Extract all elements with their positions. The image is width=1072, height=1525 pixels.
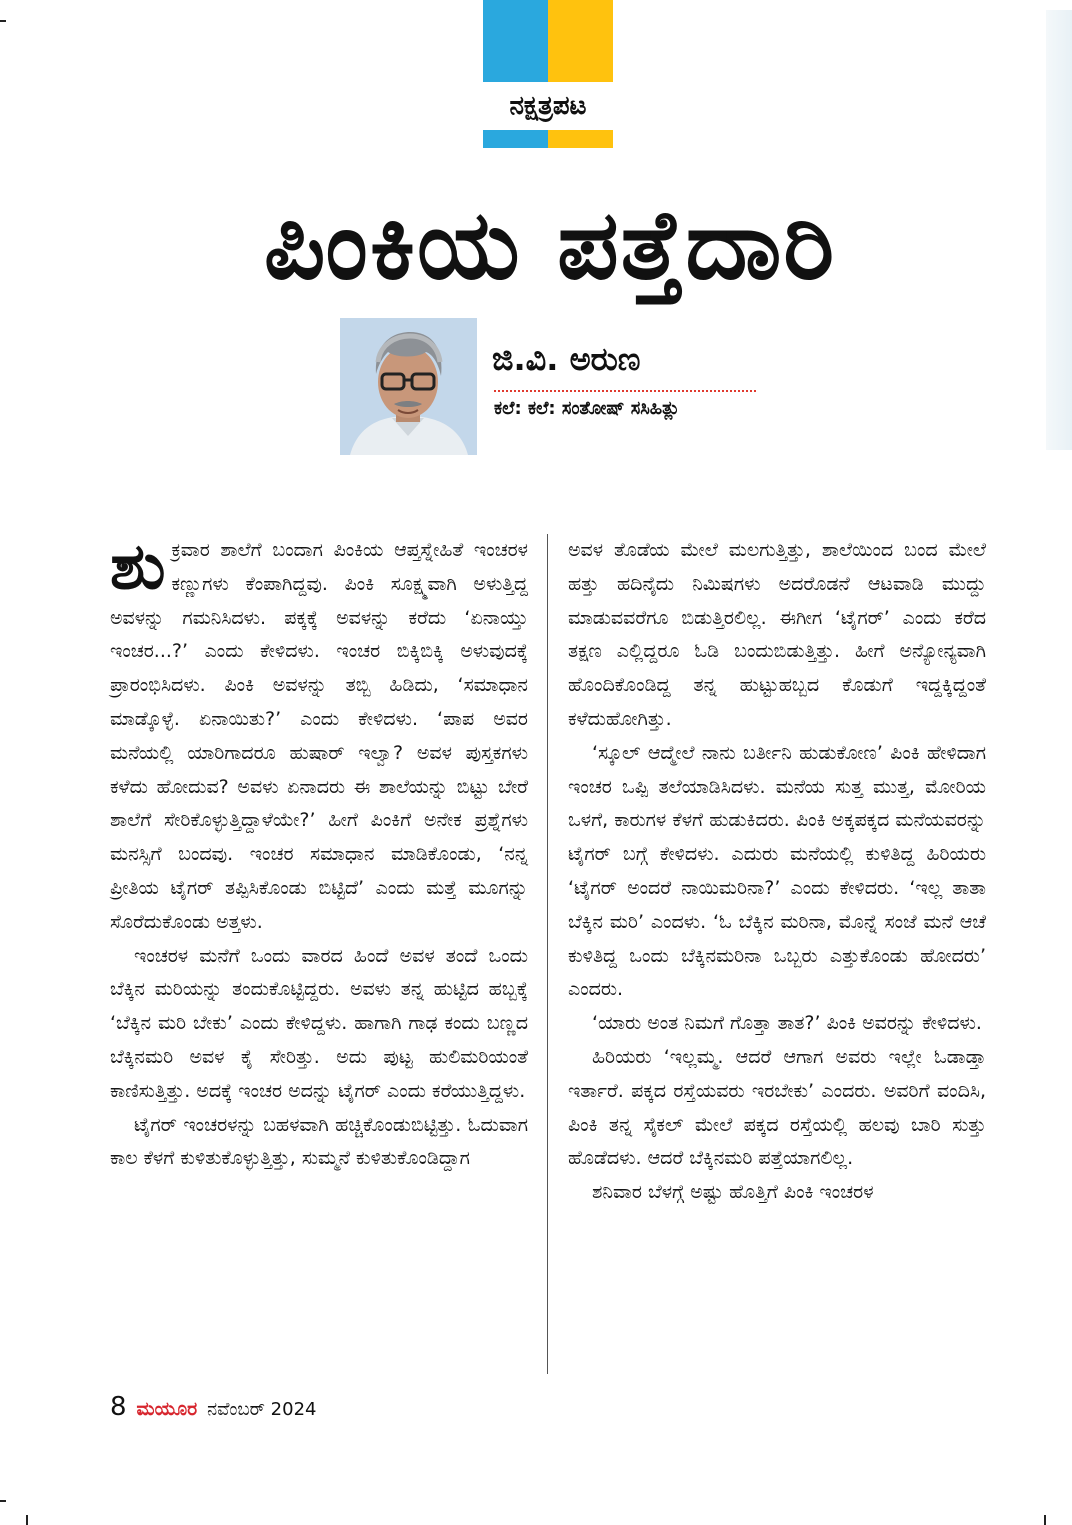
section-tag-label: ನಕ್ಷತ್ರಪಟ [509, 90, 587, 121]
author-portrait-icon [340, 318, 477, 455]
article-paragraph: ಅವಳ ತೊಡೆಯ ಮೇಲೆ ಮಲಗುತ್ತಿತ್ತು, ಶಾಲೆಯಿಂದ ಬಂದ ಮೇಲೆ ಹತ್ತು ಹದಿನೈದು ನಿಮಿಷಗಳು ಅದರೊಡನೆ ಆಟವಾಡಿ ಮುದ್ದು ಮಾಡುವವರೆಗೂ ಬಿಡುತ್ತಿರಲಿಲ್ಲ. ಈಗೀಗ ‘ಟೈಗರ್’ ಎಂದು ಕರೆದ ತಕ್ಷಣ ಎಲ್ಲಿದ್ದರೂ ಓಡಿ ಬಂದುಬಿಡುತ್ತಿತ್ತು. ಹೀಗೆ ಅನ್ಯೋನ್ಯವಾಗಿ ಹೊಂದಿಕೊಂಡಿದ್ದ ತನ್ನ ಹುಟ್ಟುಹಬ್ಬದ ಕೊಡುಗೆ ಇದ್ದಕ್ಕಿದ್ದಂತೆ ಕಳೆದುಹೋಗಿತ್ತು. [568, 539, 986, 730]
drop-cap: ಶು [110, 530, 166, 604]
crop-mark-bottom-left-v [26, 1515, 28, 1525]
page-number: 8 [110, 1392, 127, 1422]
crop-mark-bottom-right-v [1044, 1515, 1046, 1525]
article-column-right [568, 534, 986, 1210]
paragraph-text: ಕ್ರವಾರ ಶಾಲೆಗೆ ಬಂದಾಗ ಪಿಂಕಿಯ ಆಪ್ತಸ್ನೇಹಿತೆ ಇಂಚರಳ ಕಣ್ಣುಗಳು ಕೆಂಪಾಗಿದ್ದವು. ಪಿಂಕಿ ಸೂಕ್ಷ್ಮವಾಗಿ ಅಳುತ್ತಿದ್ದ ಅವಳನ್ನು ಗಮನಿಸಿದಳು. ಪಕ್ಕಕ್ಕೆ ಅವಳನ್ನು ಕರೆದು ‘ಏನಾಯ್ತು ಇಂಚರ...?’ ಎಂದು ಕೇಳಿದಳು. ಇಂಚರ ಬಿಕ್ಕಿಬಿಕ್ಕಿ ಅಳುವುದಕ್ಕೆ ಪ್ರಾರಂಭಿಸಿದಳು. ಪಿಂಕಿ ಅವಳನ್ನು ತಬ್ಬಿ ಹಿಡಿದು, ‘ಸಮಾಧಾನ ಮಾಡ್ಕೊಳ್ಳೆ. ಏನಾಯಿತು?’ ಎಂದು ಕೇಳಿದಳು. ‘ಪಾಪ ಅವರ ಮನೆಯಲ್ಲಿ ಯಾರಿಗಾದರೂ ಹುಷಾರ್ ಇಲ್ವಾ? ಅವಳ ಪುಸ್ತಕಗಳು ಕಳೆದು ಹೋದುವ? ಅವಳು ಏನಾದರು ಈ ಶಾಲೆಯನ್ನು ಬಿಟ್ಟು ಬೇರೆ ಶಾಲೆಗೆ ಸೇರಿಕೊಳ್ಳುತ್ತಿದ್ದಾಳೆಯೇ?’ ಹೀಗೆ ಪಿಂಕಿಗೆ ಅನೇಕ ಪ್ರಶ್ನೆಗಳು ಮನಸ್ಸಿಗೆ ಬಂದವು. ಇಂಚರ ಸಮಾಧಾನ ಮಾಡಿಕೊಂಡು, ‘ನನ್ನ ಪ್ರೀತಿಯ ಟೈಗರ್ ತಪ್ಪಿಸಿಕೊಂಡು ಬಿಟ್ಟಿದೆ’ ಎಂದು ಮತ್ತೆ ಮೂಗನ್ನು ಸೊರೆದುಕೊಂಡು ಅತ್ತಳು. [110, 539, 528, 933]
author-photo [340, 318, 477, 455]
tag-color-band [483, 130, 613, 148]
magazine-logo: ಮಯೂರ [136, 1398, 198, 1420]
author-divider [494, 390, 756, 392]
author-name: ಜಿ.ವಿ. ಅರುಣ [492, 340, 641, 378]
article-paragraph: ಹಿರಿಯರು ‘ಇಲ್ಲಮ್ಮ. ಆದರೆ ಆಗಾಗ ಅವರು ಇಲ್ಲೇ ಓಡಾಡ್ತಾ ಇರ್ತಾರೆ. ಪಕ್ಕದ ರಸ್ತೆಯವರು ಇರಬೇಕು’ ಎಂದರು. ಅವರಿಗೆ ವಂದಿಸಿ, ಪಿಂಕಿ ತನ್ನ ಸೈಕಲ್ ಮೇಲೆ ಪಕ್ಕದ ರಸ್ತೆಯಲ್ಲಿ ಹಲವು ಬಾರಿ ಸುತ್ತು ಹೊಡೆದಳು. ಆದರೆ ಬೆಕ್ಕಿನಮರಿ ಪತ್ತೆಯಾಗಲಿಲ್ಲ. [568, 1045, 986, 1170]
article-paragraph: ‘ಯಾರು ಅಂತ ನಿಮಗೆ ಗೊತ್ತಾ ತಾತ?’ ಪಿಂಕಿ ಅವರನ್ನು ಕೇಳಿದಳು. [592, 1012, 982, 1035]
crop-mark-top-left [0, 20, 6, 22]
article-column-left [110, 530, 528, 1176]
crop-mark-bottom-left [0, 1500, 6, 1502]
article-title: ಪಿಂಕಿಯ ಪತ್ತೆದಾರಿ [263, 189, 837, 301]
tag-yellow-block [548, 0, 613, 82]
article-paragraph: ‘ಸ್ಕೂಲ್ ಆದ್ಮೇಲೆ ನಾನು ಬರ್ತೀನಿ ಹುಡುಕೋಣ’ ಪಿಂಕಿ ಹೇಳಿದಾಗ ಇಂಚರ ಒಪ್ಪಿ ತಲೆಯಾಡಿಸಿದಳು. ಮನೆಯ ಸುತ್ತ ಮುತ್ತ, ಮೋರಿಯ ಒಳಗೆ, ಕಾರುಗಳ ಕೆಳಗೆ ಹುಡುಕಿದರು. ಪಿಂಕಿ ಅಕ್ಕಪಕ್ಕದ ಮನೆಯವರನ್ನು ಟೈಗರ್ ಬಗ್ಗೆ ಕೇಳಿದಳು. ಎದುರು ಮನೆಯಲ್ಲಿ ಕುಳಿತಿದ್ದ ಹಿರಿಯರು ‘ಟೈಗರ್ ಅಂದರೆ ನಾಯಿಮರಿನಾ?’ ಎಂದು ಕೇಳಿದರು. ‘ಇಲ್ಲ ತಾತಾ ಬೆಕ್ಕಿನ ಮರಿ’ ಎಂದಳು. ‘ಓ ಬೆಕ್ಕಿನ ಮರಿನಾ, ಮೊನ್ನೆ ಸಂಜೆ ಮನೆ ಆಚೆ ಕುಳಿತಿದ್ದ ಒಂದು ಬೆಕ್ಕಿನಮರಿನಾ ಒಬ್ಬರು ಎತ್ತುಕೊಂಡು ಹೋದರು’ ಎಂದರು. [568, 741, 986, 1001]
section-tag [483, 0, 613, 148]
article-paragraph [110, 530, 528, 940]
column-divider [547, 534, 548, 1374]
article-paragraph: ಶನಿವಾರ ಬೆಳಗ್ಗೆ ಅಷ್ಟು ಹೊತ್ತಿಗೆ ಪಿಂಕಿ ಇಂಚರಳ [592, 1181, 874, 1204]
tag-blue-block [483, 0, 548, 82]
page-footer [110, 1392, 316, 1428]
art-credit: ಕಲೆ: ಕಲೆ: ಸಂತೋಷ್ ಸಸಿಹಿತ್ಲು [494, 398, 680, 419]
article-paragraph: ಟೈಗರ್ ಇಂಚರಳನ್ನು ಬಹಳವಾಗಿ ಹಚ್ಚಿಕೊಂಡುಬಿಟ್ಟಿತ್ತು. ಓದುವಾಗ ಕಾಲ ಕೆಳಗೆ ಕುಳಿತುಕೊಳ್ಳುತ್ತಿತ್ತು, ಸುಮ್ಮನೆ ಕುಳಿತುಕೊಂಡಿದ್ದಾಗ [110, 1113, 528, 1170]
issue-date: ನವೆಂಬರ್ 2024 [207, 1399, 317, 1420]
article-paragraph: ಇಂಚರಳ ಮನೆಗೆ ಒಂದು ವಾರದ ಹಿಂದೆ ಅವಳ ತಂದೆ ಒಂದು ಬೆಕ್ಕಿನ ಮರಿಯನ್ನು ತಂದುಕೊಟ್ಟಿದ್ದರು. ಅವಳು ತನ್ನ ಹುಟ್ಟಿದ ಹಬ್ಬಕ್ಕೆ ‘ಬೆಕ್ಕಿನ ಮರಿ ಬೇಕು’ ಎಂದು ಕೇಳಿದ್ದಳು. ಹಾಗಾಗಿ ಗಾಢ ಕಂದು ಬಣ್ಣದ ಬೆಕ್ಕಿನಮರಿ ಅವಳ ಕೈ ಸೇರಿತ್ತು. ಅದು ಪುಟ್ಟ ಹುಲಿಮರಿಯಂತೆ ಕಾಣಿಸುತ್ತಿತ್ತು. ಅದಕ್ಕೆ ಇಂಚರ ಅದನ್ನು ಟೈಗರ್ ಎಂದು ಕರೆಯುತ್ತಿದ್ದಳು. [110, 944, 528, 1102]
